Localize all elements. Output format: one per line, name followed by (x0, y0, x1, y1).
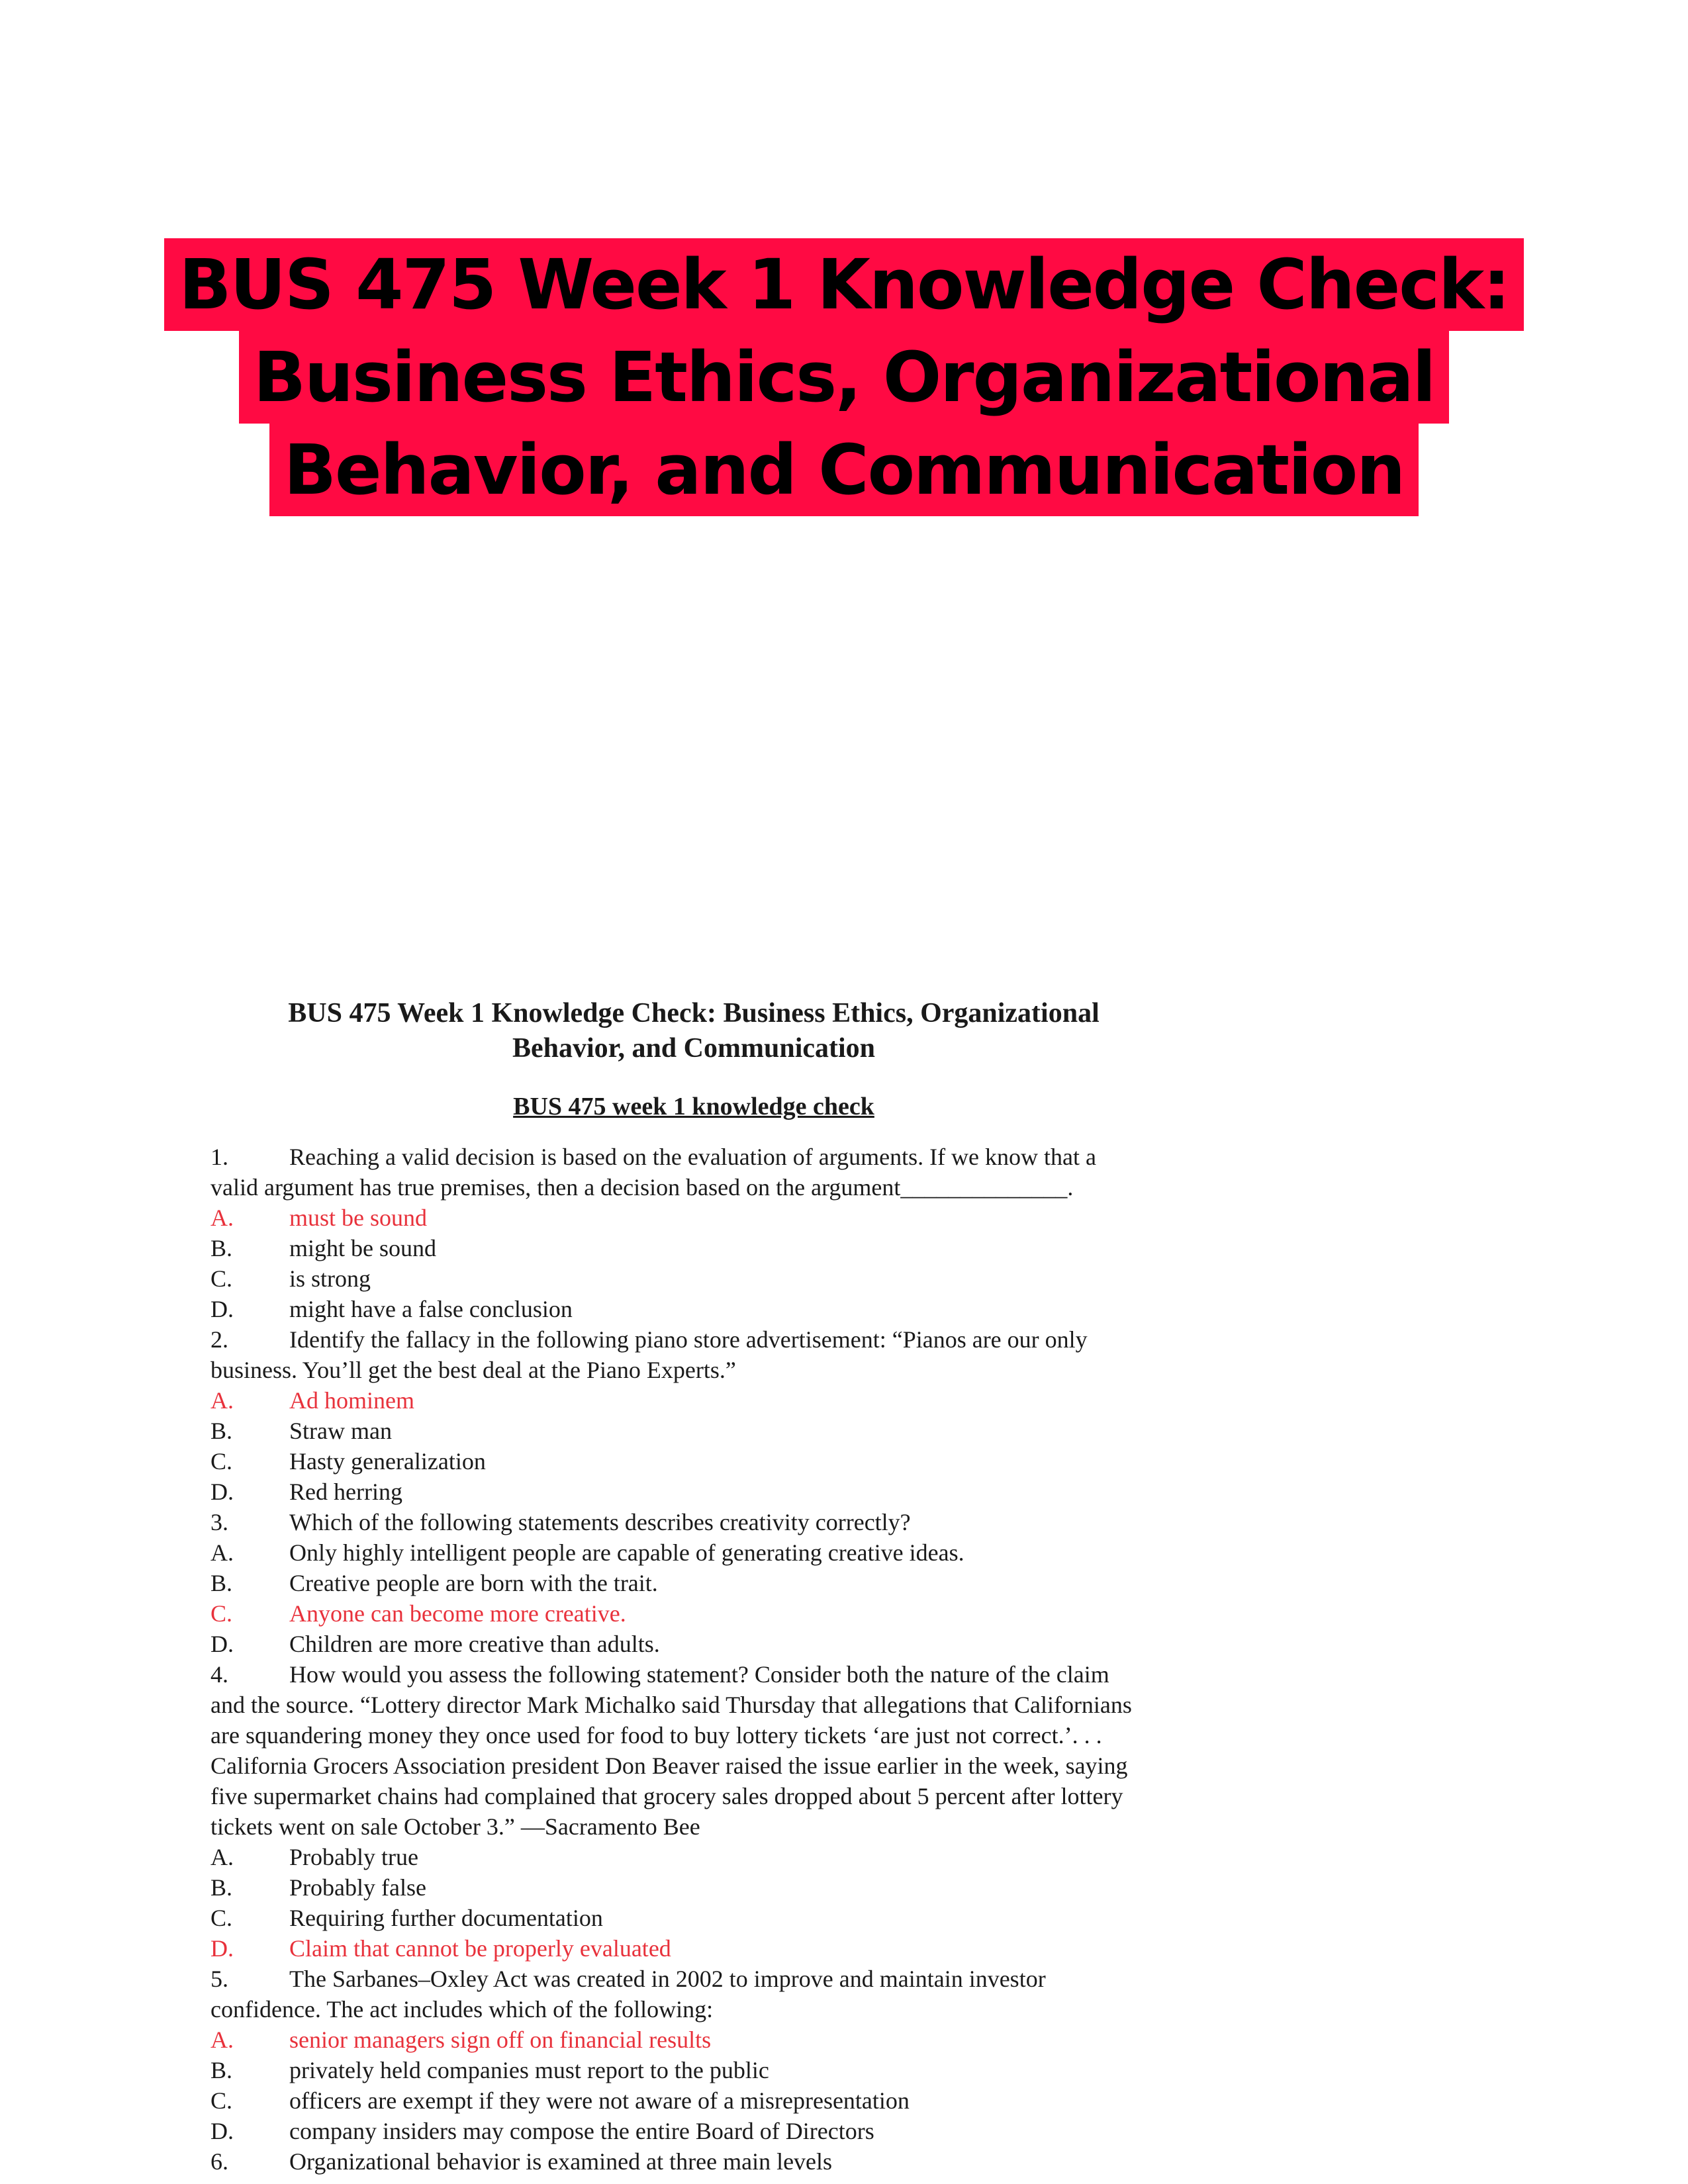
question-line: confidence. The act includes which of the following: (211, 1996, 714, 2023)
answer-option-correct: A. must be sound (211, 1205, 428, 1231)
question-text (211, 1142, 1256, 1172)
document-title-line: Behavior, and Communication (512, 1033, 876, 1064)
answer-option-correct: D. Claim that cannot be properly evaluated (211, 1935, 671, 1962)
question-line: Identify the fallacy in the following piano store advertisement: “Pianos are our only (289, 1326, 1088, 1353)
document-preview (211, 996, 1256, 2177)
answer-option: B. privately held companies must report to the public (211, 2057, 769, 2083)
question-text (211, 1964, 1256, 1994)
cover-title-line: Business Ethics, Organizational (239, 331, 1450, 424)
answer-option: D. Red herring (211, 1479, 402, 1505)
question-1 (211, 1142, 1256, 1324)
answer-option: D. Children are more creative than adults. (211, 1631, 660, 1657)
question-5 (211, 1964, 1256, 2146)
answer-option: C. officers are exempt if they were not aware of a misrepresentation (211, 2087, 910, 2114)
document-title (211, 996, 1177, 1066)
cover-title-line: Behavior, and Communication (269, 424, 1419, 516)
cover-title-line: BUS 475 Week 1 Knowledge Check: (164, 238, 1523, 331)
answer-option: B. Probably false (211, 1874, 426, 1901)
question-text (211, 2146, 1256, 2177)
answer-option-correct: A. Ad hominem (211, 1387, 414, 1414)
question-line: Which of the following statements describes creativity correctly? (289, 1509, 911, 1535)
question-line: How would you assess the following statement? Consider both the nature of the claim (289, 1661, 1109, 1688)
question-6 (211, 2146, 1256, 2177)
document-title-line: BUS 475 Week 1 Knowledge Check: Business Ethics, Organizational (288, 998, 1100, 1028)
question-line: business. You’ll get the best deal at the Piano Experts.” (211, 1357, 736, 1383)
answer-option: D. company insiders may compose the entire Board of Directors (211, 2118, 874, 2144)
question-2 (211, 1324, 1256, 1507)
question-text (211, 1324, 1256, 1355)
answer-option: B. Straw man (211, 1418, 392, 1444)
question-text (211, 1507, 1256, 1537)
answer-option: B. Creative people are born with the trait. (211, 1570, 658, 1596)
question-number: 5. (211, 1966, 228, 1992)
cover-title-banner (0, 238, 1688, 516)
question-line: five supermarket chains had complained that grocery sales dropped about 5 percent after lottery (211, 1783, 1123, 1809)
question-line: California Grocers Association president Don Beaver raised the issue earlier in the week, saying (211, 1752, 1128, 1779)
question-3 (211, 1507, 1256, 1659)
question-line: valid argument has true premises, then a decision based on the argument______________. (211, 1174, 1074, 1201)
answer-option: A. Probably true (211, 1844, 418, 1870)
question-line: and the source. “Lottery director Mark Michalko said Thursday that allegations that Californians (211, 1692, 1132, 1718)
question-line: Reaching a valid decision is based on the evaluation of arguments. If we know that a (289, 1144, 1096, 1170)
answer-option: C. is strong (211, 1265, 371, 1292)
answer-option: C. Hasty generalization (211, 1448, 486, 1475)
question-line: The Sarbanes–Oxley Act was created in 2002 to improve and maintain investor (289, 1966, 1046, 1992)
answer-option: C. Requiring further documentation (211, 1905, 603, 1931)
question-number: 4. (211, 1661, 228, 1688)
question-line: Organizational behavior is examined at three main levels (289, 2148, 833, 2175)
question-line: tickets went on sale October 3.” —Sacramento Bee (211, 1813, 700, 1840)
answer-option: B. might be sound (211, 1235, 436, 1261)
question-4 (211, 1659, 1256, 1964)
answer-option-correct: A. senior managers sign off on financial results (211, 2026, 712, 2053)
answer-option: D. might have a false conclusion (211, 1296, 573, 1322)
question-number: 1. (211, 1144, 228, 1170)
question-number: 6. (211, 2148, 228, 2175)
question-text (211, 1659, 1256, 1690)
question-number: 2. (211, 1326, 228, 1353)
question-line: are squandering money they once used for food to buy lottery tickets ‘are just not correct.’. . . (211, 1722, 1102, 1749)
answer-option: A. Only highly intelligent people are capable of generating creative ideas. (211, 1539, 964, 1566)
answer-option-correct: C. Anyone can become more creative. (211, 1600, 626, 1627)
question-number: 3. (211, 1509, 228, 1535)
document-subtitle: BUS 475 week 1 knowledge check (513, 1093, 874, 1120)
